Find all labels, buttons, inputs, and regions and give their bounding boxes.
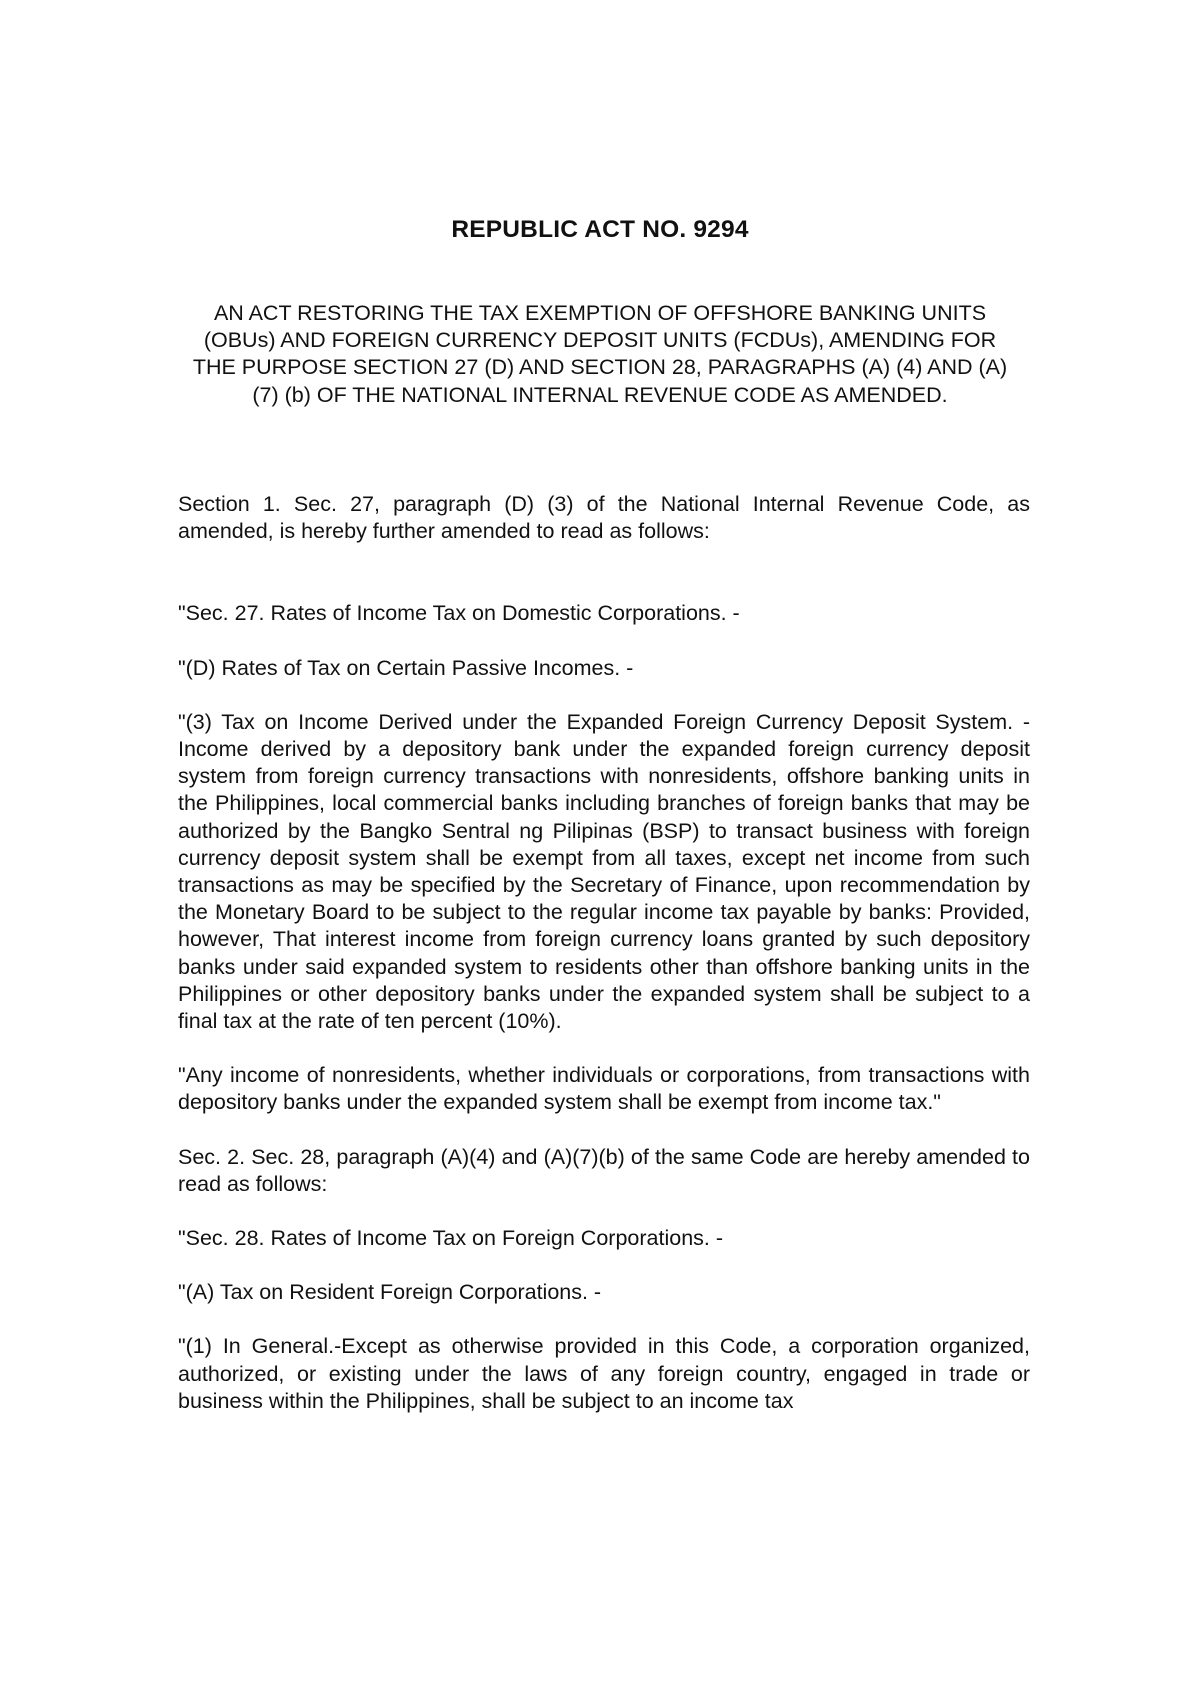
act-subtitle: AN ACT RESTORING THE TAX EXEMPTION OF OFFSHORE BANKING UNITS (OBUs) AND FOREIGN CURRENCY DEPOSIT UNITS (FCDUs), AMENDING FOR THE PURPOSE SECTION 27 (D) AND SECTION 28, PARAGRAPHS (A) (4) AND (A) (7) (b) OF THE NATIONAL INTERNAL REVENUE CODE AS AMENDED. [192,301,1008,407]
paragraph-section-2: Sec. 2. Sec. 28, paragraph (A)(4) and (A)(7)(b) of the same Code are hereby amended to read as follows: [178,1144,1030,1196]
paragraph-28-a-heading: "(A) Tax on Resident Foreign Corporations. - [178,1280,602,1305]
paragraph-section-1: Section 1. Sec. 27, paragraph (D) (3) of the National Internal Revenue Code, as amended, is hereby further amended to read as follows: [178,492,1030,544]
paragraph-27-d-heading: "(D) Rates of Tax on Certain Passive Incomes. - [178,655,634,680]
page-title: REPUBLIC ACT NO. 9294 [451,216,749,243]
paragraph-28-a-1: "(1) In General.-Except as otherwise provided in this Code, a corporation organized, authorized, or existing under the laws of any foreign country, engaged in trade or business within the Philippines, shall be subject to an income tax [178,1334,1030,1413]
paragraph-27-d-3: "(3) Tax on Income Derived under the Expanded Foreign Currency Deposit System. - Income derived by a depository bank under the expanded foreign currency deposit system from foreign currency transactions with nonresidents, offshore banking units in the Philippines, local commercial banks including branches of foreign banks that may be authorized by the Bangko Sentral ng Pilipinas (BSP) to transact business with foreign currency deposit system shall be exempt from all taxes, except net income from such transactions as may be specified by the Secretary of Finance, upon recommendation by the Monetary Board to be subject to the regular income tax payable by banks: Provided, however, That interest income from foreign currency loans granted by such depository banks under said expanded system to residents other than offshore banking units in the Philippines or other depository banks under the expanded system shall be subject to a final tax at the rate of ten percent (10%). [178,709,1030,1034]
paragraph-sec-27-heading: "Sec. 27. Rates of Income Tax on Domestic Corporations. - [178,601,740,626]
paragraph-sec-28-heading: "Sec. 28. Rates of Income Tax on Foreign Corporations. - [178,1226,724,1251]
paragraph-nonresidents-income: "Any income of nonresidents, whether individuals or corporations, from transactions with depository banks under the expanded system shall be exempt from income tax." [178,1063,1030,1115]
document-body [178,491,1030,1442]
